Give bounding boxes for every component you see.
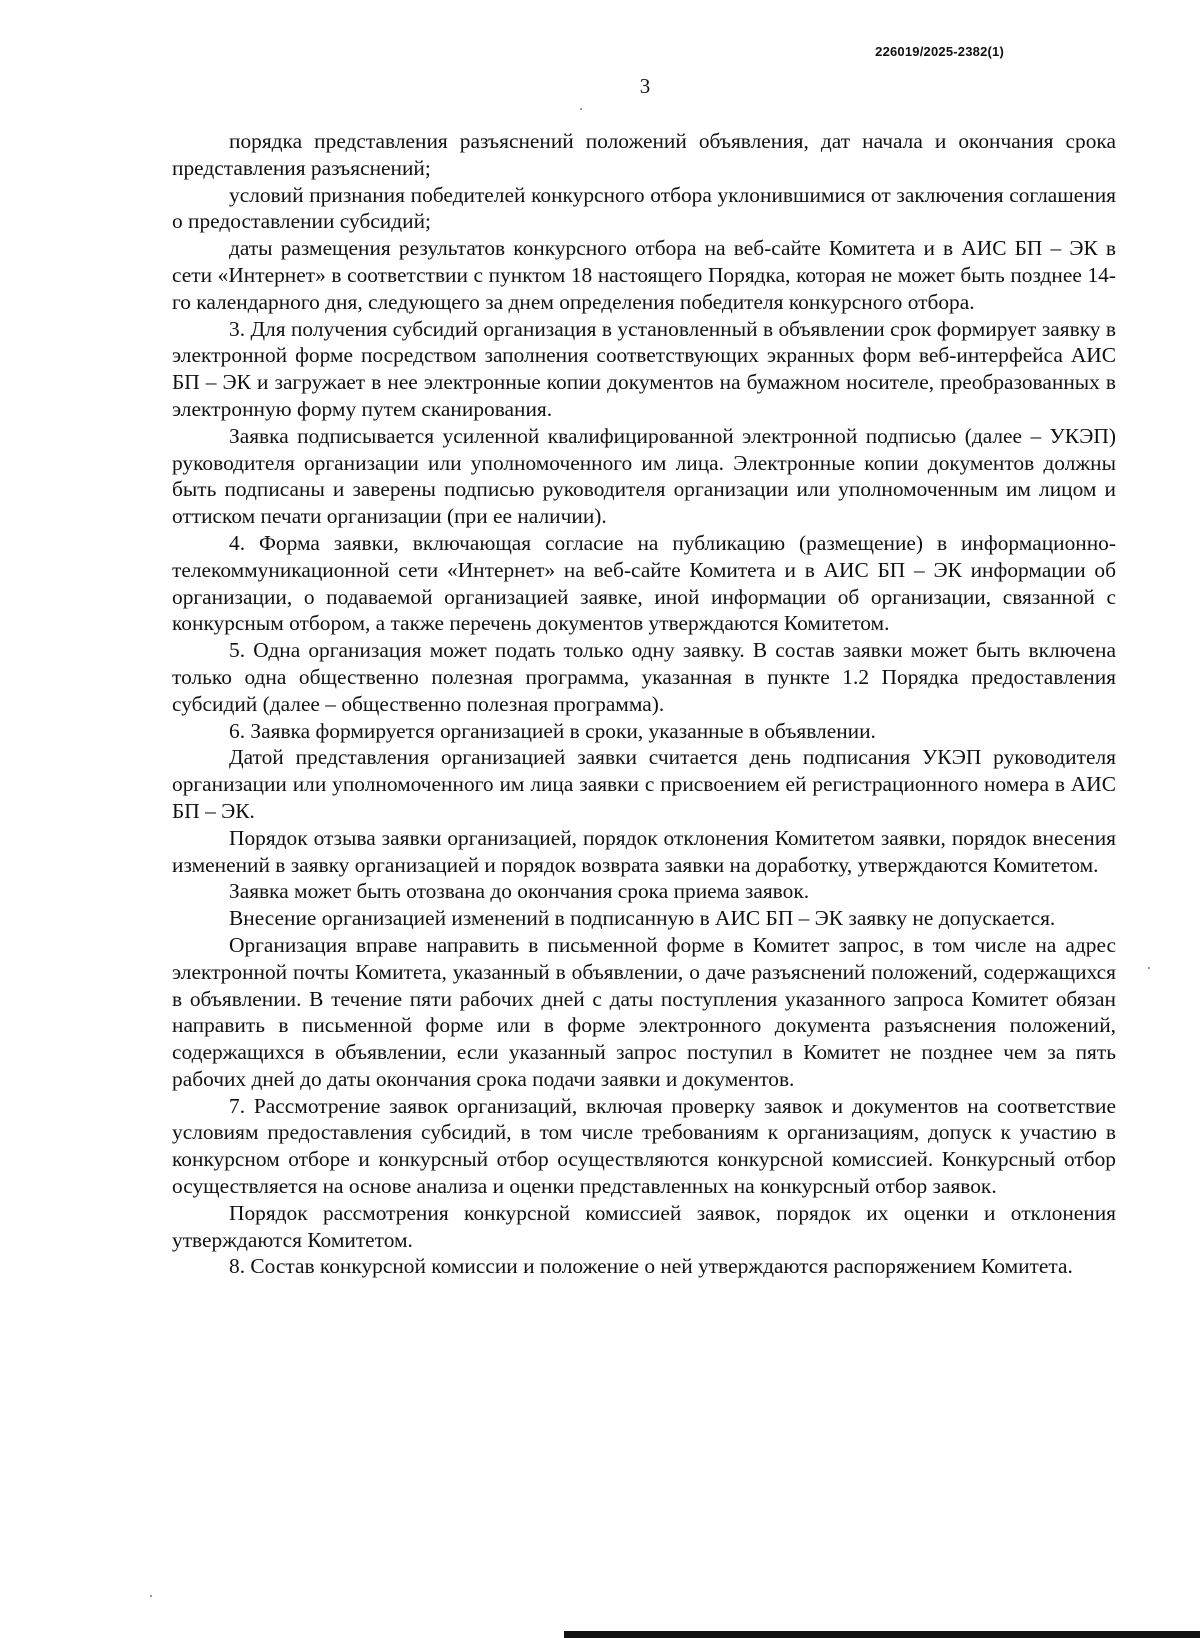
paragraph: Порядок отзыва заявки организацией, порядок отклонения Комитетом заявки, порядок внесения изменений в заявку организацией и порядок возврата заявки на доработку, утверждаются Комитетом. — [172, 825, 1116, 877]
scan-edge-bar — [564, 1631, 1200, 1638]
paragraph: Порядок рассмотрения конкурсной комиссией заявок, порядок их оценки и отклонения утверждаются Комитетом. — [172, 1200, 1116, 1252]
scan-speck — [150, 1595, 152, 1597]
document-body — [172, 128, 1116, 1280]
paragraph: Организация вправе направить в письменной форме в Комитет запрос, в том числе на адрес электронной почты Комитета, указанный в объявлении, о даче разъяснений положений, содержащихся в объявлении. В течение пяти рабочих дней с даты поступления указанного запроса Комитет обязан направить в письменной форме или в форме электронного документа разъяснения положений, содержащихся в объявлении, если указанный запрос поступил в Комитет не позднее чем за пять рабочих дней до даты окончания срока подачи заявки и документов. — [172, 932, 1116, 1091]
scan-speck — [580, 108, 582, 110]
page-number: 3 — [639, 74, 651, 98]
document-id: 226019/2025-2382(1) — [875, 44, 1004, 59]
paragraph: Внесение организацией изменений в подписанную в АИС БП – ЭК заявку не допускается. — [229, 906, 1056, 931]
paragraph: Заявка подписывается усиленной квалифицированной электронной подписью (далее – УКЭП) руководителя организации или уполномоченного им лица. Электронные копии документов должны быть подписаны и заверены подписью руководителя организации или уполномоченным им лицом и оттиском печати организации (при ее наличии). — [172, 423, 1116, 529]
paragraph-item-7: 7. Рассмотрение заявок организаций, включая проверку заявок и документов на соответствие условиям предоставления субсидий, в том числе требованиям к организациям, допуск к участию в конкурсном отборе и конкурсный отбор осуществляются конкурсной комиссией. Конкурсный отбор осуществляется на основе анализа и оценки представленных на конкурсный отбор заявок. — [172, 1093, 1116, 1199]
paragraph: Заявка может быть отозвана до окончания срока приема заявок. — [229, 879, 810, 904]
paragraph: даты размещения результатов конкурсного отбора на веб-сайте Комитета и в АИС БП – ЭК в сети «Интернет» в соответствии с пунктом 18 настоящего Порядка, которая не может быть позднее 14-го календарного дня, следующего за днем определения победителя конкурсного отбора. — [172, 236, 1116, 314]
paragraph: условий признания победителей конкурсного отбора уклонившимися от заключения соглашения о предоставлении субсидий; — [172, 182, 1116, 234]
paragraph-item-6: 6. Заявка формируется организацией в сроки, указанные в объявлении. — [229, 718, 876, 743]
paragraph-item-5: 5. Одна организация может подать только одну заявку. В состав заявки может быть включена только одна общественно полезная программа, указанная в пункте 1.2 Порядка предоставления субсидий (далее – общественно полезная программа). — [172, 638, 1116, 716]
paragraph-item-4: 4. Форма заявки, включающая согласие на публикацию (размещение) в информационно-телекоммуникационной сети «Интернет» на веб-сайте Комитета и в АИС БП – ЭК информации об организации, о подаваемой организацией заявке, иной информации об организации, связанной с конкурсным отбором, а также перечень документов утверждаются Комитетом. — [172, 530, 1116, 636]
paragraph-item-8: 8. Состав конкурсной комиссии и положение о ней утверждаются распоряжением Комитета. — [229, 1254, 1073, 1279]
paragraph: порядка представления разъяснений положений объявления, дат начала и окончания срока представления разъяснений; — [172, 129, 1116, 180]
scan-speck — [1148, 967, 1150, 969]
paragraph-item-3: 3. Для получения субсидий организация в установленный в объявлении срок формирует заявку в электронной форме посредством заполнения соответствующих экранных форм веб-интерфейса АИС БП – ЭК и загружает в нее электронные копии документов на бумажном носителе, преобразованных в электронную форму путем сканирования. — [172, 316, 1116, 421]
paragraph: Датой представления организацией заявки считается день подписания УКЭП руководителя организации или уполномоченного им лица заявки с присвоением ей регистрационного номера в АИС БП – ЭК. — [172, 745, 1116, 823]
